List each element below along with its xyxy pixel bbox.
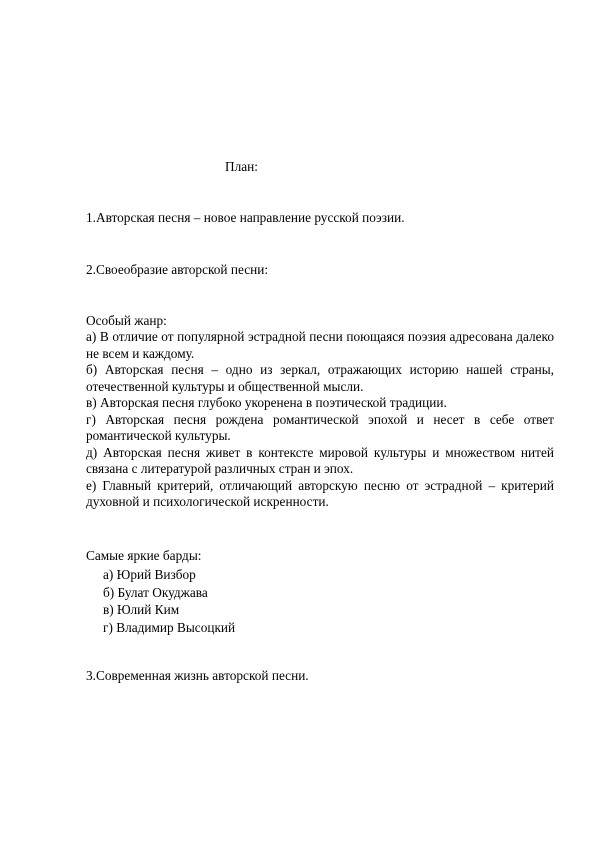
genre-item-e: д) Авторская песня живет в контексте мировой культуры и множеством нитей связана с литературой различных стран и эпох. xyxy=(86,444,554,476)
genre-item-d: г) Авторская песня рождена романтической эпохой и несет в себе ответ романтической культуры. xyxy=(86,411,554,443)
plan-point-2: 2.Своеобразие авторской песни: xyxy=(86,262,269,277)
bards-heading: Самые яркие барды: xyxy=(86,548,202,563)
bard-item: г) Владимир Высоцкий xyxy=(103,619,236,635)
bard-item: а) Юрий Визбор xyxy=(103,567,196,582)
genre-list xyxy=(86,329,554,511)
genre-item-a: а) В отличие от популярной эстрадной песни поющаяся поэзия адресована далеко не всем и каждому. xyxy=(86,329,554,361)
genre-heading: Особый жанр: xyxy=(86,313,167,328)
bard-item: в) Юлий Ким xyxy=(103,602,180,617)
bard-item: б) Булат Окуджава xyxy=(103,584,208,600)
plan-point-1: 1.Авторская песня – новое направление русской поэзии. xyxy=(86,210,405,225)
bards-list xyxy=(103,566,235,636)
genre-item-b: б) Авторская песня – одно из зеркал, отражающих историю нашей страны, отечественной культуры и общественной мысли. xyxy=(86,362,554,394)
plan-title: План: xyxy=(225,159,258,174)
genre-item-c: в) Авторская песня глубоко укоренена в поэтической традиции. xyxy=(86,395,447,410)
plan-point-3: 3.Современная жизнь авторской песни. xyxy=(86,668,309,683)
genre-item-f: е) Главный критерий, отличающий авторскую песню от эстрадной – критерий духовной и психологической искренности. xyxy=(86,477,554,509)
